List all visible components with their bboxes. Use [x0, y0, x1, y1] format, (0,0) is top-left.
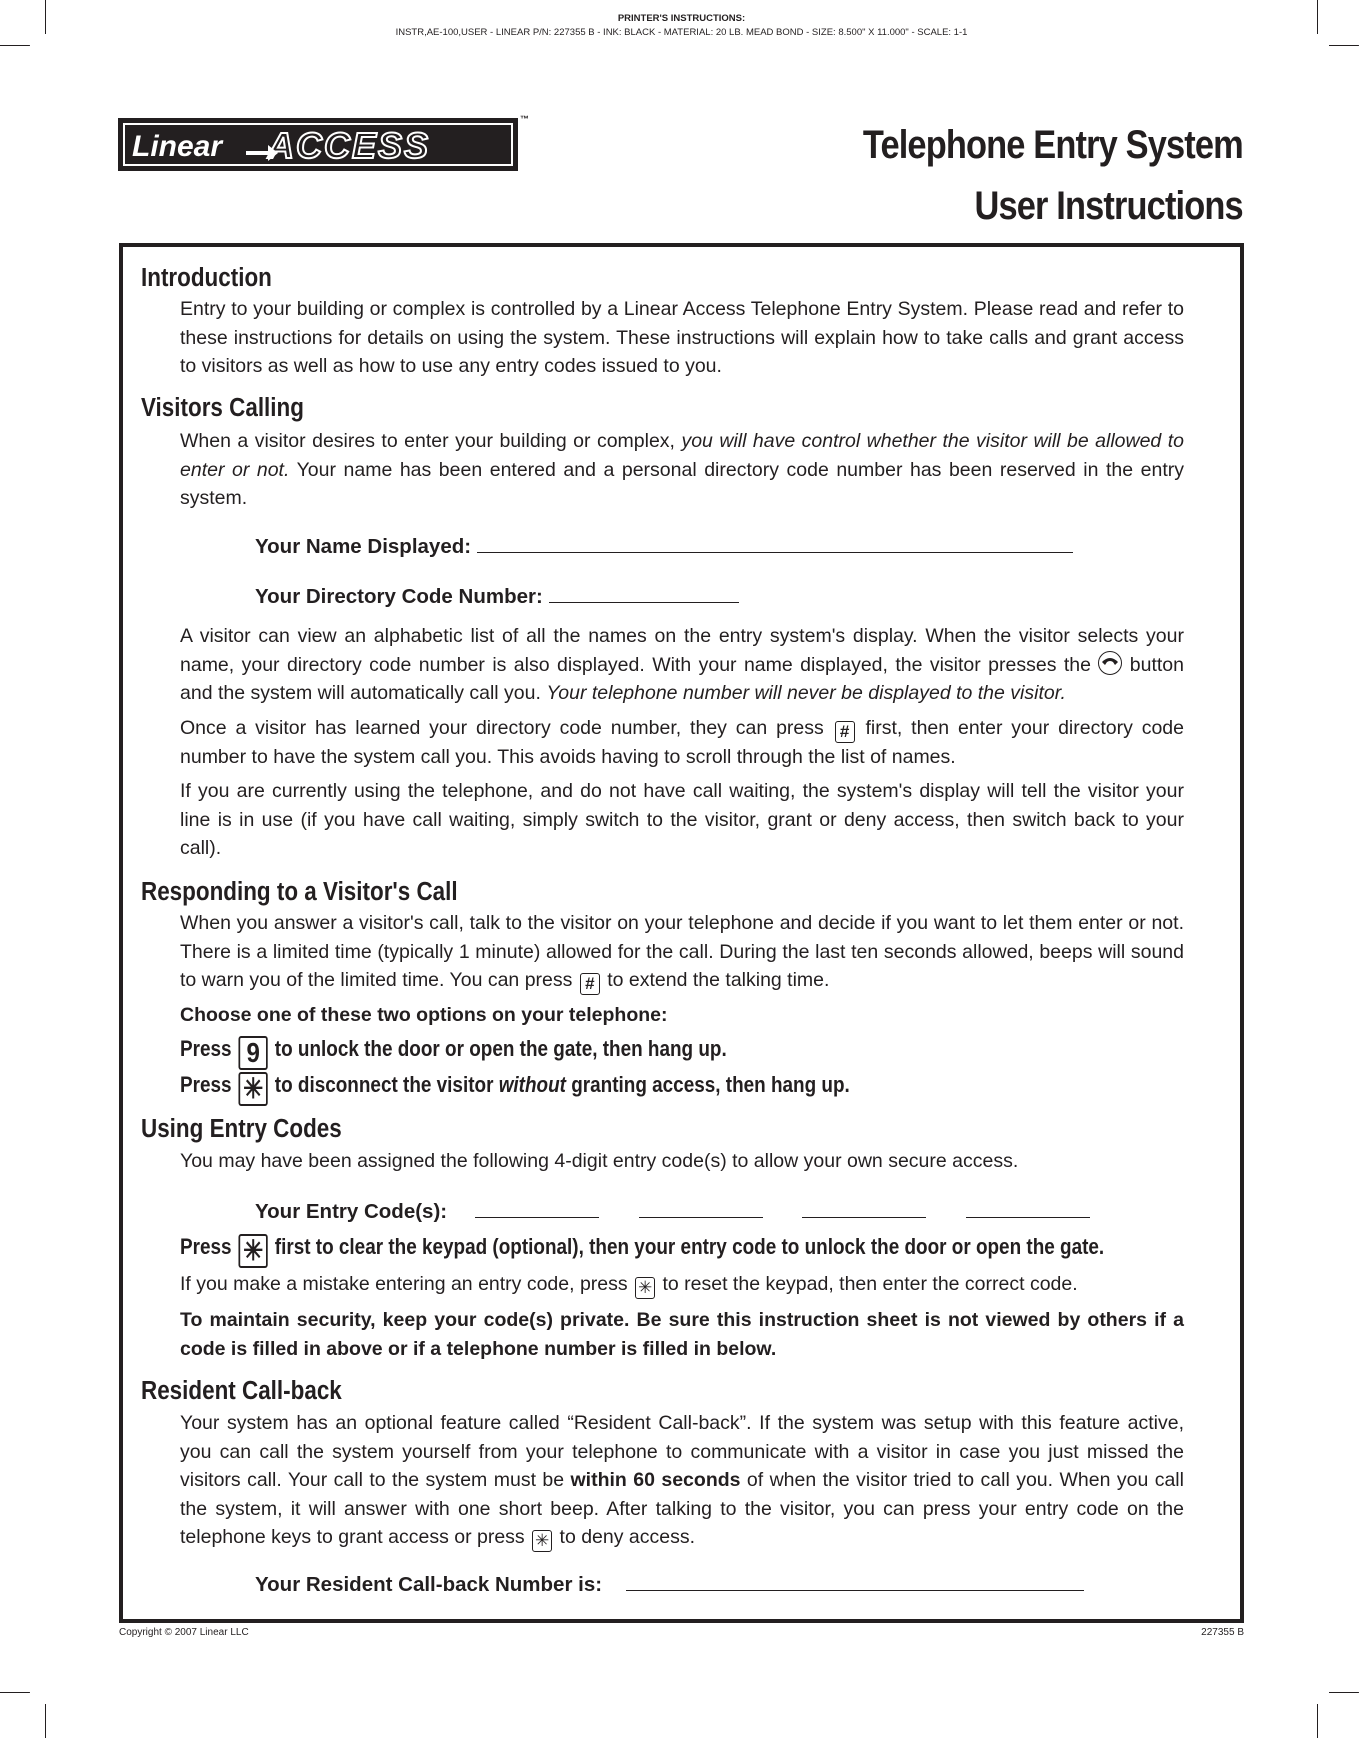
- section-heading-responding: Responding to a Visitor's Call: [141, 878, 458, 906]
- trademark-symbol: ™: [520, 114, 529, 124]
- visitors-paragraph-4: If you are currently using the telephone, and do not have call waiting, the system's display will tell the visitor your line is in use (if you have call waiting, simply switch to the visitor, grant or deny access, then switch back to your call).: [180, 780, 1184, 859]
- entry-code-blank-3[interactable]: [802, 1197, 926, 1218]
- entry-codes-label: Your Entry Code(s):: [255, 1200, 448, 1223]
- copyright: Copyright © 2007 Linear LLC: [119, 1627, 249, 1638]
- callback-number-field: [255, 1570, 1084, 1597]
- section-heading-introduction: Introduction: [141, 264, 272, 292]
- directory-code-blank[interactable]: [549, 582, 739, 603]
- directory-code-field: [255, 582, 739, 609]
- title-line-2: User Instructions: [974, 184, 1243, 228]
- intro-paragraph: Entry to your building or complex is controlled by a Linear Access Telephone Entry System. Please read and refer to these instructions for details on using the system. These instructions will explain how to take calls and grant access to visitors as well as how to use any entry codes issued to you.: [180, 298, 1184, 377]
- crop-mark: [1329, 1692, 1359, 1693]
- svg-text:ACCESS: ACCESS: [268, 125, 431, 166]
- entry-code-blank-4[interactable]: [966, 1197, 1090, 1218]
- visitors-paragraph-2: A visitor can view an alphabetic list of all the names on the entry system's display. When the visitor selects your name, your directory code number is also displayed. With your name displayed, the visitor presses the button and the system will automatically call you. Your telephone number will never be displayed to the visitor.: [180, 625, 1184, 704]
- press-star-instruction: Press ✳ first to clear the keypad (optional), then your entry code to unlock the door or open the gate.: [180, 1234, 1105, 1266]
- title-line-1: Telephone Entry System: [863, 123, 1243, 167]
- printer-title: PRINTER'S INSTRUCTIONS:: [617, 13, 746, 24]
- section-heading-visitors-calling: Visitors Calling: [141, 394, 304, 422]
- option-unlock: Press 9 to unlock the door or open the gate, then hang up.: [180, 1036, 727, 1068]
- hash-key-icon: #: [580, 973, 600, 995]
- star-key-icon: ✳: [635, 1277, 655, 1299]
- responding-paragraph: When you answer a visitor's call, talk to the visitor on your telephone and decide if you want to let them enter or not. There is a limited time (typically 1 minute) allowed for the call. During the last ten seconds allowed, beeps will sound to warn you of the limited time. You can press # to extend the talking time.: [180, 912, 1184, 993]
- nine-key-icon: 9: [239, 1036, 268, 1070]
- star-key-icon: ✳: [239, 1234, 268, 1268]
- section-heading-entry-codes: Using Entry Codes: [141, 1115, 342, 1143]
- mistake-paragraph: If you make a mistake entering an entry code, press ✳ to reset the keypad, then enter the correct code.: [180, 1273, 1078, 1297]
- page-title: [863, 115, 1243, 237]
- hash-key-icon: #: [835, 721, 855, 743]
- svg-text:Linear: Linear: [132, 130, 223, 163]
- crop-mark: [0, 1692, 30, 1693]
- entry-codes-paragraph: You may have been assigned the following 4-digit entry code(s) to allow your own secure access.: [180, 1150, 1019, 1172]
- printer-details: INSTR,AE-100,USER - LINEAR P/N: 227355 B - INK: BLACK - MATERIAL: 20 LB. MEAD BOND - SIZE: 8.500" X 11.000" - SCALE: 1-1: [395, 27, 968, 38]
- visitors-paragraph-1: When a visitor desires to enter your building or complex, you will have control whether the visitor will be allowed to enter or not. Your name has been entered and a personal directory code number has been reserved in the entry system.: [180, 430, 1184, 509]
- crop-mark: [0, 45, 30, 46]
- star-key-icon: ✳: [239, 1072, 268, 1106]
- entry-code-blank-2[interactable]: [639, 1197, 763, 1218]
- choose-options-label: Choose one of these two options on your telephone:: [180, 1004, 668, 1026]
- section-heading-resident-callback: Resident Call-back: [141, 1377, 342, 1405]
- callback-paragraph: Your system has an optional feature called “Resident Call-back”. If the system was setup with this feature active, you can call the system yourself from your telephone to communicate with a visitor in case you just missed the visitors call. Your call to the system must be within 60 seconds of when the visitor tried to call you. When you call the system, it will answer with one short beep. After talking to the visitor, you can press your entry code on the telephone keys to grant access or press ✳ to deny access.: [180, 1412, 1184, 1550]
- crop-mark: [45, 1704, 46, 1738]
- logo-artwork: [118, 118, 518, 171]
- security-notice: To maintain security, keep your code(s) private. Be sure this instruction sheet is not viewed by others if a code is filled in above or if a telephone number is filled in below.: [180, 1309, 1184, 1360]
- entry-code-blank-1[interactable]: [475, 1197, 599, 1218]
- visitors-paragraph-3: Once a visitor has learned your directory code number, they can press # first, then enter your directory code number to have the system call you. This avoids having to scroll through the list of names.: [180, 717, 1185, 768]
- directory-code-label: Your Directory Code Number:: [255, 585, 543, 608]
- part-number: 227355 B: [1201, 1627, 1244, 1638]
- name-displayed-field: [255, 532, 1073, 559]
- entry-codes-field: [255, 1197, 1090, 1224]
- name-displayed-label: Your Name Displayed:: [255, 535, 472, 558]
- callback-number-blank[interactable]: [626, 1570, 1084, 1591]
- option-disconnect: Press ✳ to disconnect the visitor without granting access, then hang up.: [180, 1072, 850, 1104]
- name-displayed-blank[interactable]: [477, 532, 1073, 553]
- star-key-icon: ✳: [532, 1530, 552, 1552]
- crop-mark: [1317, 1704, 1318, 1738]
- crop-mark: [1329, 45, 1359, 46]
- linear-access-logo: [118, 118, 518, 171]
- call-button-icon: [1098, 651, 1122, 675]
- callback-number-label: Your Resident Call-back Number is:: [255, 1573, 603, 1596]
- printer-instructions: [0, 12, 1363, 40]
